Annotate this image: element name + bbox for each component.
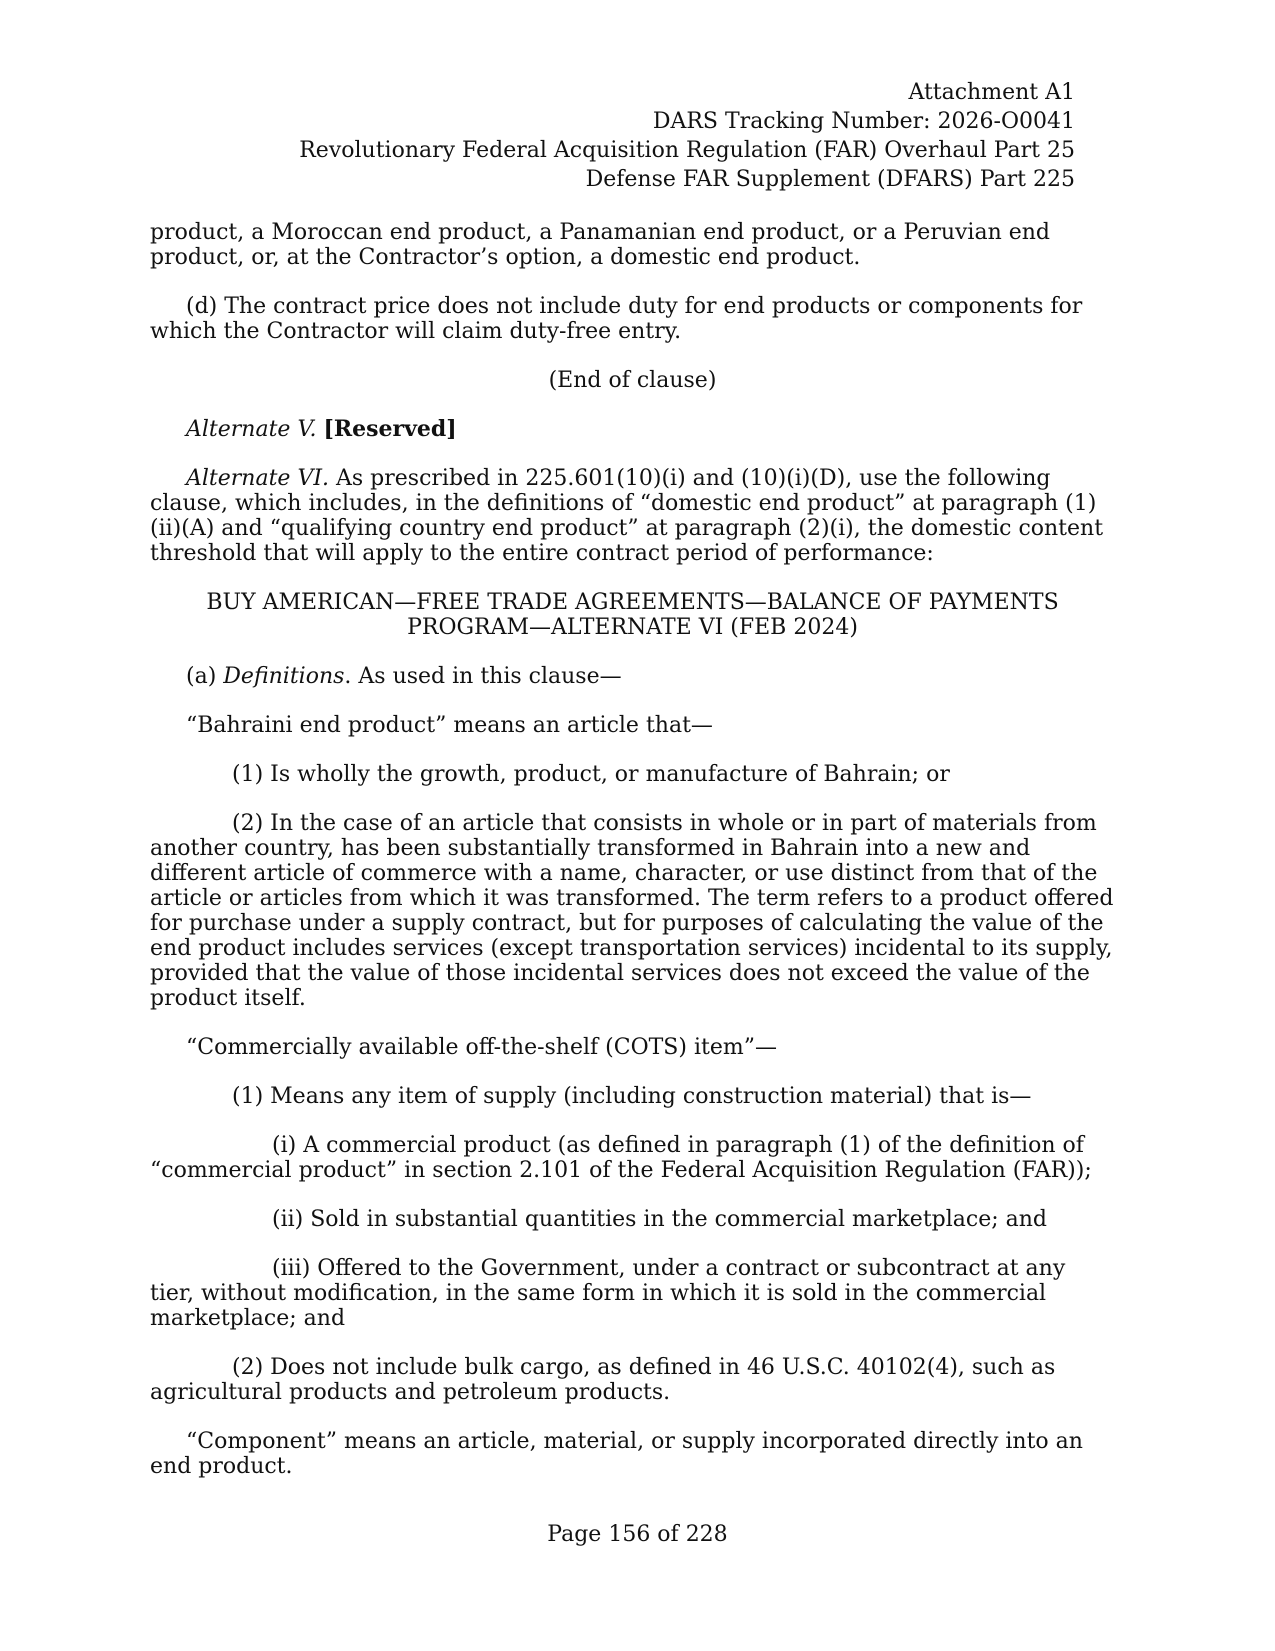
header-far-part: Revolutionary Federal Acquisition Regulation (FAR) Overhaul Part 25 [299,138,1075,163]
cots-item-1: (1) Means any item of supply (including construction material) that is— [232,1084,1032,1109]
paragraph-a-prefix: (a) [186,664,224,689]
paragraph-a-text: . As used in this clause— [344,664,622,689]
clause-title-line-2: PROGRAM—ALTERNATE VI (FEB 2024) [407,615,858,640]
paragraph-a-definitions [150,664,1115,689]
bahraini-item-1: (1) Is wholly the growth, product, or manufacture of Bahrain; or [232,762,950,787]
alternate-vi-text: As prescribed in 225.601(10)(i) and (10)(i)(D), use the following clause, which includes, in the definitions of “domestic end product” at paragraph (1)(ii)(A) and “qualifying country end product” at paragraph (2)(i), the domestic content threshold that will apply to the entire contract period of performance: [150,466,1104,566]
header-dfars-part: Defense FAR Supplement (DFARS) Part 225 [585,167,1075,192]
document-body [150,220,1115,1479]
page-footer [0,1522,1275,1547]
clause-title [150,590,1115,640]
clause-title-line-1: BUY AMERICAN—FREE TRADE AGREEMENTS—BALANCE OF PAYMENTS [206,590,1059,615]
paragraph-a-label: Definitions [223,664,345,689]
component-definition: “Component” means an article, material, or supply incorporated directly into an end product. [150,1429,1083,1479]
alternate-vi-label: Alternate VI. [186,466,330,491]
end-of-clause: (End of clause) [548,368,717,393]
alternate-vi [150,466,1115,566]
alternate-v [150,417,1115,442]
paragraph-d: (d) The contract price does not include duty for end products or components for which the Contractor will claim duty-free entry. [150,294,1083,344]
bahraini-definition: “Bahraini end product” means an article that— [186,713,713,738]
page-header [299,78,1075,194]
cots-item-2: (2) Does not include bulk cargo, as defined in 46 U.S.C. 40102(4), such as agricultural products and petroleum products. [150,1355,1056,1405]
cots-item-1-iii: (iii) Offered to the Government, under a contract or subcontract at any tier, without modification, in the same form in which it is sold in the commercial marketplace; and [150,1256,1066,1331]
cots-item-1-ii: (ii) Sold in substantial quantities in the commercial marketplace; and [272,1207,1048,1232]
header-tracking-number: DARS Tracking Number: 2026-O0041 [652,109,1075,134]
alternate-v-label: Alternate V. [186,417,317,442]
continued-paragraph: product, a Moroccan end product, a Panamanian end product, or a Peruvian end product, or, at the Contractor’s option, a domestic end product. [150,220,1051,270]
cots-definition: “Commercially available off-the-shelf (COTS) item”— [186,1035,777,1060]
alternate-v-reserved: [Reserved] [323,416,457,442]
page-number: Page 156 of 228 [547,1522,728,1547]
cots-item-1-i: (i) A commercial product (as defined in paragraph (1) of the definition of “commercial product” in section 2.101 of the Federal Acquisition Regulation (FAR)); [150,1133,1092,1183]
bahraini-item-2: (2) In the case of an article that consists in whole or in part of materials from another country, has been substantially transformed in Bahrain into a new and different article of commerce with a name, character, or use distinct from that of the article or articles from which it was transformed. The term refers to a product offered for purchase under a supply contract, but for purposes of calculating the value of the end product includes services (except transportation services) incidental to its supply, provided that the value of those incidental services does not exceed the value of the product itself. [150,811,1114,1011]
header-attachment: Attachment A1 [908,80,1075,105]
